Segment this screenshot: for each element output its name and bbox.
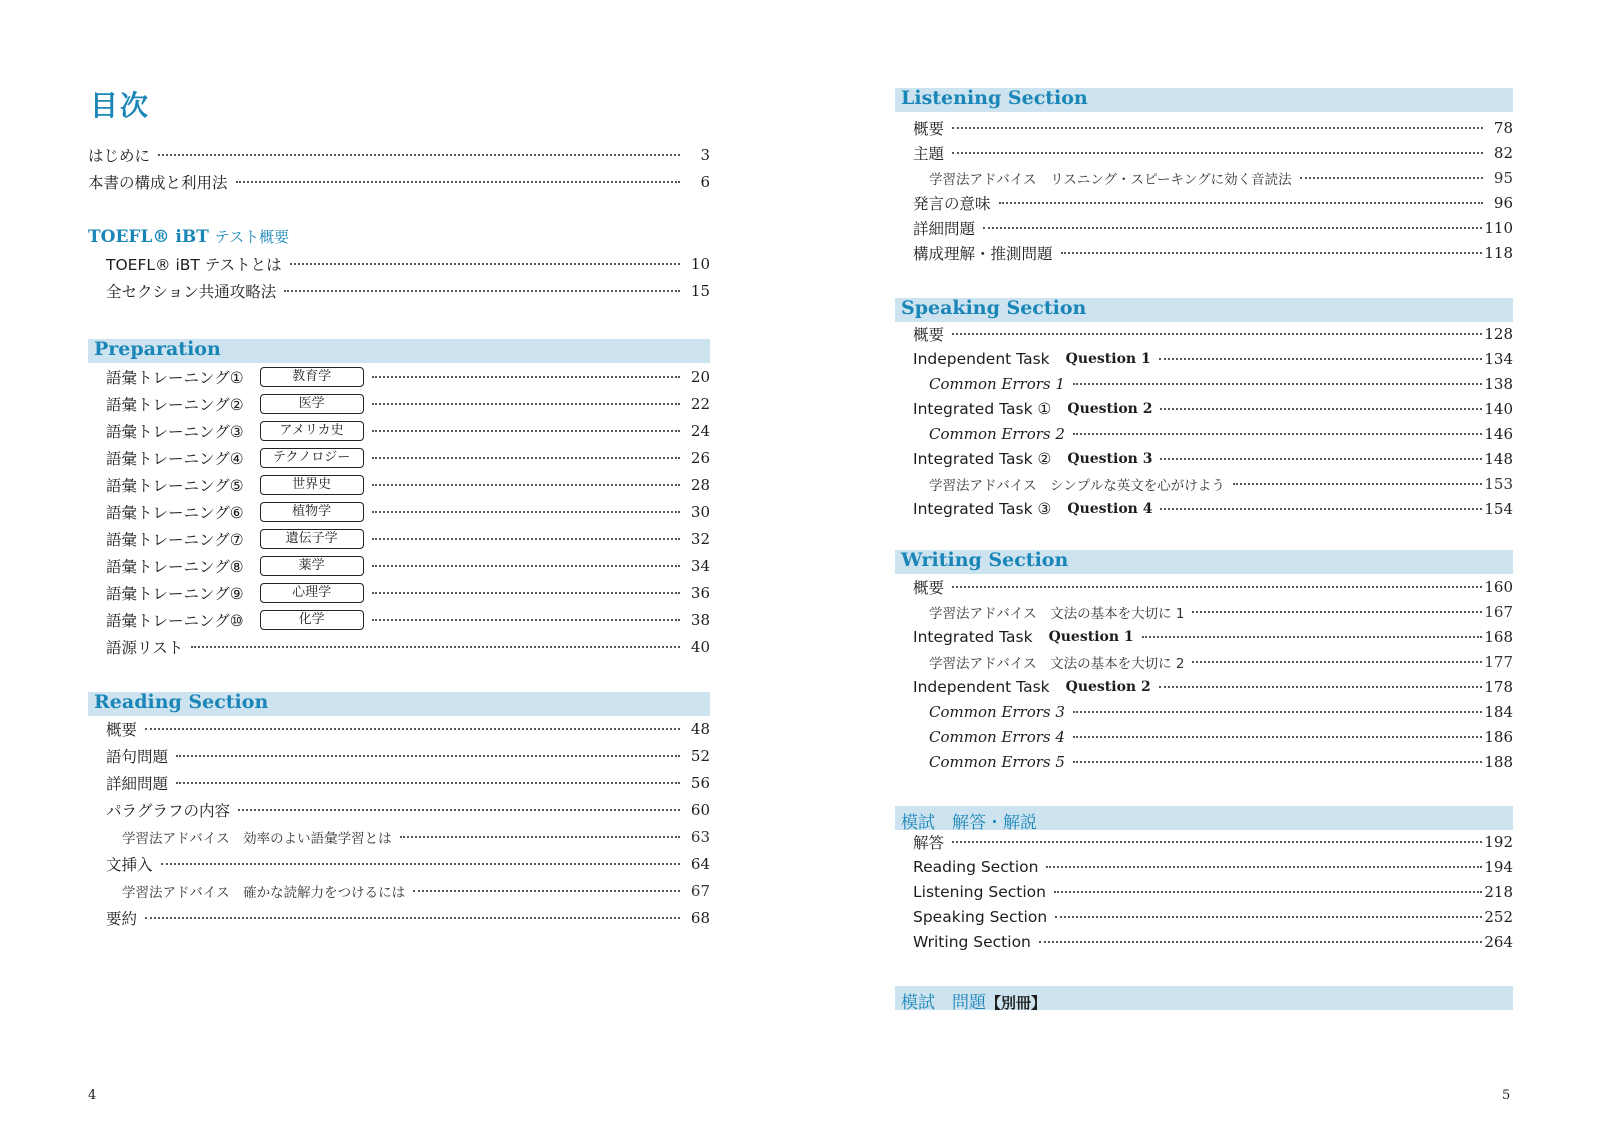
toc-entry[interactable]: 語彙トレーニング⑧ 薬学 34: [106, 557, 710, 576]
toc-entry[interactable]: 全セクション共通攻略法 15: [106, 282, 710, 301]
section-bar-reading: Reading Section: [88, 692, 710, 716]
section-bar-mock-questions[interactable]: 模試 問題【別冊】: [895, 986, 1513, 1010]
topic-tag: 教育学: [260, 367, 364, 387]
question-label: Question 1: [1048, 629, 1134, 645]
toc-entry[interactable]: Integrated Task Question 1 168: [913, 628, 1513, 646]
toc-entry[interactable]: Reading Section 194: [913, 858, 1513, 876]
toc-entry[interactable]: 要約 68: [106, 909, 710, 928]
toc-entry[interactable]: 語源リスト 40: [106, 638, 710, 657]
toc-entry[interactable]: 語彙トレーニング⑦ 遺伝子学 32: [106, 530, 710, 549]
topic-tag: テクノロジー: [260, 448, 364, 468]
topic-tag: 世界史: [260, 475, 364, 495]
toc-entry[interactable]: Integrated Task ② Question 3 148: [913, 450, 1513, 468]
toc-entry[interactable]: 本書の構成と利用法 6: [88, 173, 710, 192]
section-bar-preparation: Preparation: [88, 339, 710, 363]
question-label: Question 3: [1067, 451, 1153, 467]
toc-entry[interactable]: 語彙トレーニング③ アメリカ史 24: [106, 422, 710, 441]
toc-entry[interactable]: 語彙トレーニング⑩ 化学 38: [106, 611, 710, 630]
topic-tag: 化学: [260, 610, 364, 630]
toc-entry[interactable]: 構成理解・推測問題 118: [913, 244, 1513, 263]
toc-entry[interactable]: 語彙トレーニング⑤ 世界史 28: [106, 476, 710, 495]
toc-entry[interactable]: Integrated Task ③ Question 4 154: [913, 500, 1513, 518]
question-label: Question 4: [1067, 501, 1153, 517]
section-bar-mock-answers: 模試 解答・解説: [895, 806, 1513, 830]
toc-entry[interactable]: 概要 160: [913, 578, 1513, 597]
toc-entry[interactable]: Speaking Section 252: [913, 908, 1513, 926]
toc-entry-advice[interactable]: 学習法アドバイス 文法の基本を大切に 1 167: [929, 603, 1513, 622]
toc-entry-advice[interactable]: 学習法アドバイス リスニング・スピーキングに効く音読法 95: [929, 169, 1513, 188]
toc-entry[interactable]: Common Errors 5 188: [929, 753, 1513, 771]
toc-entry-advice[interactable]: 学習法アドバイス 文法の基本を大切に 2 177: [929, 653, 1513, 672]
toc-entry[interactable]: Listening Section 218: [913, 883, 1513, 901]
right-column: [895, 0, 1513, 1135]
toc-entry[interactable]: 概要 48: [106, 720, 710, 739]
toc-entry[interactable]: 詳細問題 110: [913, 219, 1513, 238]
page-number-left: 4: [88, 1088, 97, 1103]
toc-entry[interactable]: Writing Section 264: [913, 933, 1513, 951]
toc-entry-advice[interactable]: 学習法アドバイス 確かな読解力をつけるには 67: [122, 882, 710, 901]
toefl-heading: TOEFL® iBT テスト概要: [88, 227, 290, 247]
toc-entry[interactable]: 詳細問題 56: [106, 774, 710, 793]
page-number-right: 5: [1502, 1088, 1511, 1103]
topic-tag: 遺伝子学: [260, 529, 364, 549]
page-title: 目次: [90, 89, 151, 122]
toc-entry[interactable]: 概要 128: [913, 325, 1513, 344]
topic-tag: アメリカ史: [260, 421, 364, 441]
toc-entry[interactable]: Independent Task Question 2 178: [913, 678, 1513, 696]
toc-entry[interactable]: 語彙トレーニング⑥ 植物学 30: [106, 503, 710, 522]
topic-tag: 薬学: [260, 556, 364, 576]
toc-entry[interactable]: Independent Task Question 1 134: [913, 350, 1513, 368]
topic-tag: 医学: [260, 394, 364, 414]
separate-volume-note: 【別冊】: [986, 994, 1047, 1012]
section-bar-writing: Writing Section: [895, 550, 1513, 574]
toc-entry[interactable]: 語彙トレーニング① 教育学 20: [106, 368, 710, 387]
toc-entry[interactable]: 解答 192: [913, 833, 1513, 852]
toc-entry[interactable]: 発言の意味 96: [913, 194, 1513, 213]
section-bar-speaking: Speaking Section: [895, 298, 1513, 322]
toc-entry[interactable]: 語彙トレーニング② 医学 22: [106, 395, 710, 414]
section-bar-listening: Listening Section: [895, 88, 1513, 112]
topic-tag: 心理学: [260, 583, 364, 603]
topic-tag: 植物学: [260, 502, 364, 522]
toc-entry[interactable]: Common Errors 1 138: [929, 375, 1513, 393]
toc-entry[interactable]: はじめに 3: [88, 146, 710, 165]
toc-entry[interactable]: TOEFL® iBT テストとは 10: [106, 255, 710, 274]
toc-entry[interactable]: Common Errors 2 146: [929, 425, 1513, 443]
toc-entry[interactable]: 概要 78: [913, 119, 1513, 138]
toc-entry[interactable]: 語彙トレーニング④ テクノロジー 26: [106, 449, 710, 468]
toc-entry[interactable]: 主題 82: [913, 144, 1513, 163]
toc-entry[interactable]: Common Errors 3 184: [929, 703, 1513, 721]
question-label: Question 1: [1065, 351, 1151, 367]
toc-entry[interactable]: Common Errors 4 186: [929, 728, 1513, 746]
question-label: Question 2: [1065, 679, 1151, 695]
toc-entry-advice[interactable]: 学習法アドバイス 効率のよい語彙学習とは 63: [122, 828, 710, 847]
toc-entry[interactable]: 語句問題 52: [106, 747, 710, 766]
toc-entry[interactable]: 文挿入 64: [106, 855, 710, 874]
toc-entry-advice[interactable]: 学習法アドバイス シンプルな英文を心がけよう 153: [929, 475, 1513, 494]
toc-entry[interactable]: パラグラフの内容 60: [106, 801, 710, 820]
toc-entry[interactable]: Integrated Task ① Question 2 140: [913, 400, 1513, 418]
toc-entry[interactable]: 語彙トレーニング⑨ 心理学 36: [106, 584, 710, 603]
left-column: [88, 0, 710, 1135]
question-label: Question 2: [1067, 401, 1153, 417]
